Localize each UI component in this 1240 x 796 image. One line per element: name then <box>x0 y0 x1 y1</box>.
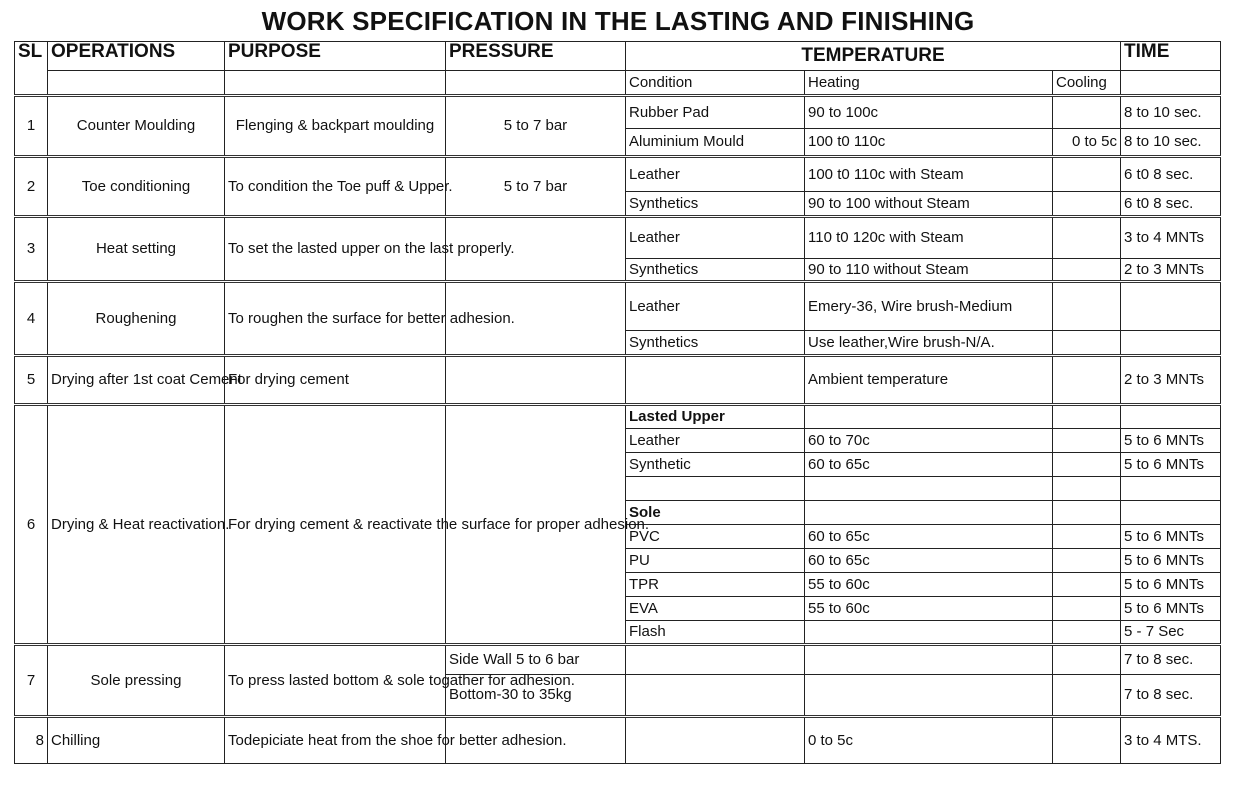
row-time: 5 to 6 MNTs <box>1121 453 1221 477</box>
row-condition: Leather <box>626 217 805 259</box>
row-condition: Leather <box>626 429 805 453</box>
work-specification-table <box>14 41 1221 764</box>
row-time: 7 to 8 sec. <box>1121 645 1221 675</box>
row-purpose: For drying cement & reactivate the surface for proper adhesion. <box>225 405 446 645</box>
row-sl: 2 <box>15 157 48 217</box>
row-condition: Synthetics <box>626 259 805 282</box>
row-condition: Synthetics <box>626 331 805 356</box>
row-condition: Leather <box>626 157 805 192</box>
row-time: 5 to 6 MNTs <box>1121 429 1221 453</box>
row-pressure: Side Wall 5 to 6 bar <box>446 645 626 675</box>
row-sl: 5 <box>15 356 48 405</box>
row-heating: 110 t0 120c with Steam <box>805 217 1053 259</box>
row-heating: 60 to 70c <box>805 429 1053 453</box>
lasted-upper-label: Lasted Upper <box>626 405 805 429</box>
row-heating: 60 to 65c <box>805 453 1053 477</box>
header-sl: SL <box>15 42 48 96</box>
row-condition: Rubber Pad <box>626 96 805 129</box>
row-heating: 55 to 60c <box>805 597 1053 621</box>
row-pressure: 5 to 7 bar <box>446 157 626 217</box>
row-condition: EVA <box>626 597 805 621</box>
row-time: 5 - 7 Sec <box>1121 621 1221 645</box>
row-purpose: To condition the Toe puff & Upper. <box>225 157 446 217</box>
table-row <box>15 282 1221 331</box>
table-row <box>15 405 1221 429</box>
row-pressure: Bottom-30 to 35kg <box>446 675 626 717</box>
header-temperature: TEMPERATURE <box>626 42 1121 71</box>
row-condition: Leather <box>626 282 805 331</box>
row-heating: Use leather,Wire brush-N/A. <box>805 331 1053 356</box>
row-condition: TPR <box>626 573 805 597</box>
row-purpose: To set the lasted upper on the last properly. <box>225 217 446 282</box>
row-operation: Drying & Heat reactivation. <box>48 405 225 645</box>
row-operation: Heat setting <box>48 217 225 282</box>
row-time: 3 to 4 MTS. <box>1121 717 1221 764</box>
row-condition: Synthetics <box>626 192 805 217</box>
table-row <box>15 356 1221 405</box>
row-heating: Ambient temperature <box>805 356 1053 405</box>
row-time: 8 to 10 sec. <box>1121 96 1221 129</box>
row-condition: Synthetic <box>626 453 805 477</box>
table-row <box>15 645 1221 675</box>
row-operation: Chilling <box>48 717 225 764</box>
row-heating: 100 t0 110c <box>805 129 1053 157</box>
row-operation: Toe conditioning <box>48 157 225 217</box>
header-pressure: PRESSURE <box>446 42 626 71</box>
row-heating: Emery-36, Wire brush-Medium <box>805 282 1053 331</box>
row-sl: 6 <box>15 405 48 645</box>
row-sl: 8 <box>15 717 48 764</box>
row-sl: 7 <box>15 645 48 717</box>
row-time: 6 t0 8 sec. <box>1121 157 1221 192</box>
row-purpose: To press lasted bottom & sole togather for adhesion. <box>225 645 446 717</box>
table-row <box>15 96 1221 129</box>
header-condition: Condition <box>626 71 805 96</box>
row-time: 5 to 6 MNTs <box>1121 573 1221 597</box>
row-purpose: To roughen the surface for better adhesion. <box>225 282 446 356</box>
row-pressure: 5 to 7 bar <box>446 96 626 157</box>
row-time: 8 to 10 sec. <box>1121 129 1221 157</box>
header-operations: OPERATIONS <box>48 42 225 71</box>
header-heating: Heating <box>805 71 1053 96</box>
document-title: WORK SPECIFICATION IN THE LASTING AND FINISHING <box>261 6 975 36</box>
table-row <box>15 217 1221 259</box>
sole-label: Sole <box>626 501 805 525</box>
row-condition: PU <box>626 549 805 573</box>
header-time: TIME <box>1121 42 1221 71</box>
row-time: 5 to 6 MNTs <box>1121 549 1221 573</box>
row-purpose: For drying cement <box>225 356 446 405</box>
header-cooling: Cooling <box>1053 71 1121 96</box>
table-row <box>15 157 1221 192</box>
row-heating: 60 to 65c <box>805 549 1053 573</box>
row-time: 5 to 6 MNTs <box>1121 525 1221 549</box>
row-sl: 1 <box>15 96 48 157</box>
row-heating: 100 t0 110c with Steam <box>805 157 1053 192</box>
row-condition: Flash <box>626 621 805 645</box>
row-condition: Aluminium Mould <box>626 129 805 157</box>
header-purpose: PURPOSE <box>225 42 446 71</box>
row-sl: 3 <box>15 217 48 282</box>
row-heating: 0 to 5c <box>805 717 1053 764</box>
row-time: 3 to 4 MNTs <box>1121 217 1221 259</box>
table-row <box>15 717 1221 764</box>
row-time: 5 to 6 MNTs <box>1121 597 1221 621</box>
row-operation: Roughening <box>48 282 225 356</box>
row-cooling: 0 to 5c <box>1053 129 1121 157</box>
row-heating: 60 to 65c <box>805 525 1053 549</box>
row-time: 2 to 3 MNTs <box>1121 259 1221 282</box>
row-heating: 55 to 60c <box>805 573 1053 597</box>
subheader-row <box>15 71 1221 96</box>
row-purpose: Flenging & backpart moulding <box>225 96 446 157</box>
row-time: 6 t0 8 sec. <box>1121 192 1221 217</box>
row-heating: 90 to 100 without Steam <box>805 192 1053 217</box>
row-heating: 90 to 110 without Steam <box>805 259 1053 282</box>
row-condition: PVC <box>626 525 805 549</box>
row-cooling <box>1053 96 1121 129</box>
row-time: 7 to 8 sec. <box>1121 675 1221 717</box>
row-purpose: Todepiciate heat from the shoe for better adhesion. <box>225 717 446 764</box>
row-heating <box>805 621 1053 645</box>
row-operation: Sole pressing <box>48 645 225 717</box>
row-operation: Counter Moulding <box>48 96 225 157</box>
row-operation: Drying after 1st coat Cement <box>48 356 225 405</box>
header-row <box>15 42 1221 71</box>
row-heating: 90 to 100c <box>805 96 1053 129</box>
row-sl: 4 <box>15 282 48 356</box>
row-time: 2 to 3 MNTs <box>1121 356 1221 405</box>
